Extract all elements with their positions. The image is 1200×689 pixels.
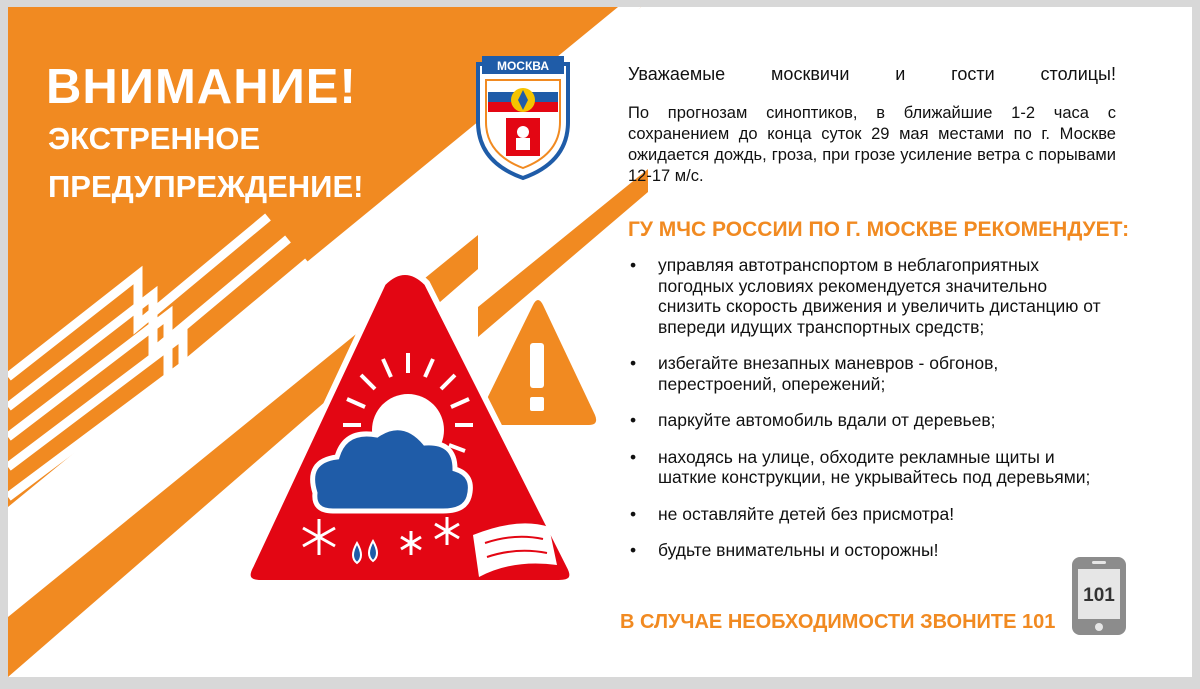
- list-item-text: паркуйте автомобиль вдали от деревьев;: [658, 410, 996, 430]
- list-item-text: избегайте внезапных маневров - обгонов, перестроений, опережений;: [658, 353, 999, 394]
- weather-warning-icon: [233, 265, 603, 605]
- list-item-text: находясь на улице, обходите рекламные щиты и шаткие конструкции, не укрывайтесь под деревьями;: [658, 446, 1091, 487]
- greeting: Уважаемые москвичи и гости столицы!: [628, 64, 1116, 84]
- list-item: [628, 447, 1113, 488]
- list-item-text: управляя автотранспортом в неблагоприятных погодных условиях рекомендуется значительно снизить скорость движения и увеличить дистанцию от впереди идущих транспортных средств;: [658, 255, 1101, 337]
- emergency-call-text: В СЛУЧАЕ НЕОБХОДИМОСТИ ЗВОНИТЕ 101: [620, 611, 1056, 633]
- bullet-icon: •: [630, 446, 637, 467]
- phone-icon: [1068, 555, 1130, 637]
- bullet-icon: •: [630, 540, 637, 560]
- list-item: [628, 410, 1113, 431]
- phone-number: 101: [1083, 585, 1115, 606]
- emercom-emblem-icon: [468, 52, 578, 182]
- bullet-icon: •: [630, 410, 637, 430]
- list-item-text: будьте внимательны и осторожны!: [658, 540, 939, 560]
- bullet-icon: •: [630, 503, 637, 524]
- list-item: [628, 255, 1113, 337]
- subtitle-line-2: ПРЕДУПРЕЖДЕНИЕ!: [48, 169, 364, 204]
- forecast-text: По прогнозам синоптиков, в ближайшие 1-2 часа с сохранением до конца суток 29 мая местами по г. Москве ожидается дождь, гроза, при грозе усиление ветра с порывами 12-17 м/с.: [628, 104, 1116, 185]
- page-title: ВНИМАНИЕ!: [46, 60, 357, 114]
- list-item: [628, 353, 1113, 394]
- bullet-icon: •: [630, 255, 637, 275]
- list-item: [628, 540, 1113, 561]
- recommendations-title: ГУ МЧС РОССИИ ПО Г. МОСКВЕ РЕКОМЕНДУЕТ:: [628, 218, 1130, 241]
- subtitle-line-1: ЭКСТРЕННОЕ: [48, 121, 261, 156]
- list-item-text: не оставляйте детей без присмотра!: [658, 503, 955, 524]
- emblem-top-text: МОСКВА: [496, 59, 550, 73]
- bullet-icon: •: [630, 353, 637, 373]
- list-item: [628, 504, 1113, 525]
- page-subtitle: [48, 115, 363, 211]
- poster: [8, 7, 1192, 677]
- recommendations-list: [628, 255, 1113, 577]
